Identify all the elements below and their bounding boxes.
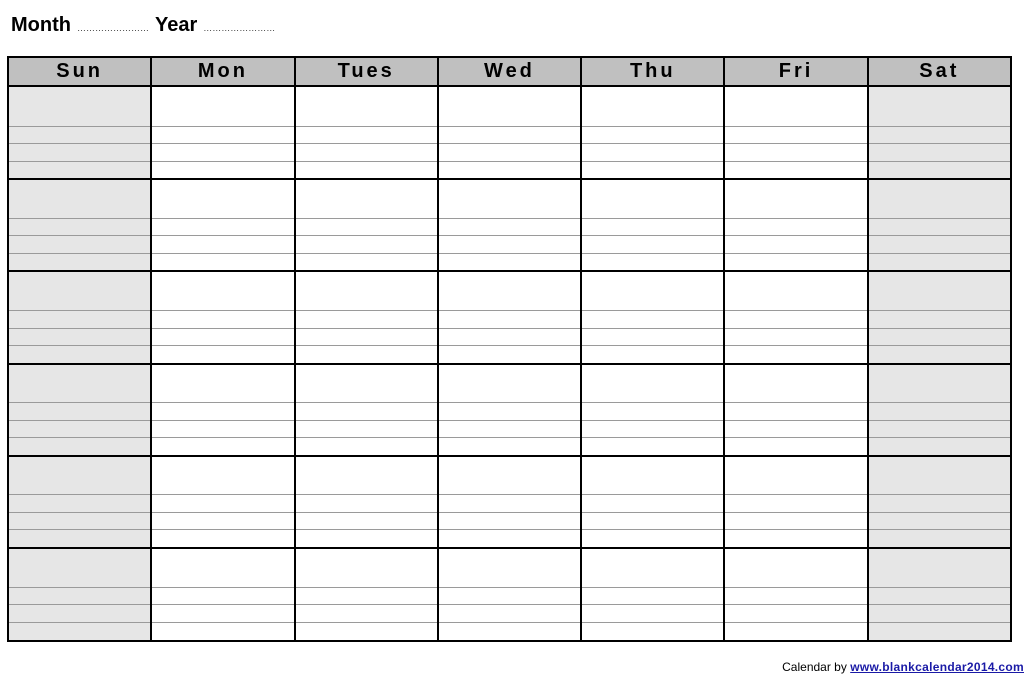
day-cell-thu[interactable] xyxy=(582,364,725,456)
writing-line xyxy=(582,402,723,403)
writing-line xyxy=(582,345,723,346)
writing-line xyxy=(152,218,293,219)
weekday-tues: Tues xyxy=(296,58,439,85)
writing-line xyxy=(9,143,150,144)
day-cell-fri[interactable] xyxy=(725,548,868,640)
writing-line xyxy=(439,310,580,311)
writing-line xyxy=(869,328,1010,329)
day-cell-sun[interactable] xyxy=(9,364,152,456)
day-cell-fri[interactable] xyxy=(725,456,868,548)
day-cell-wed[interactable] xyxy=(439,179,582,271)
writing-line xyxy=(152,328,293,329)
writing-line xyxy=(296,235,437,236)
writing-line xyxy=(296,512,437,513)
writing-line xyxy=(296,161,437,162)
writing-line xyxy=(582,218,723,219)
day-cell-fri[interactable] xyxy=(725,87,868,179)
day-cell-wed[interactable] xyxy=(439,548,582,640)
day-cell-thu[interactable] xyxy=(582,548,725,640)
day-cell-fri[interactable] xyxy=(725,364,868,456)
day-cell-wed[interactable] xyxy=(439,456,582,548)
writing-line xyxy=(725,143,866,144)
day-cell-mon[interactable] xyxy=(152,271,295,363)
day-cell-tues[interactable] xyxy=(296,364,439,456)
writing-line xyxy=(725,512,866,513)
day-cell-sun[interactable] xyxy=(9,456,152,548)
week-row xyxy=(9,456,1010,548)
day-cell-tues[interactable] xyxy=(296,87,439,179)
writing-line xyxy=(582,529,723,530)
writing-line xyxy=(152,587,293,588)
writing-line xyxy=(9,235,150,236)
writing-line xyxy=(582,512,723,513)
writing-line xyxy=(869,218,1010,219)
writing-line xyxy=(725,161,866,162)
writing-line xyxy=(582,622,723,623)
writing-line xyxy=(582,437,723,438)
writing-line xyxy=(725,345,866,346)
writing-line xyxy=(439,402,580,403)
day-cell-mon[interactable] xyxy=(152,548,295,640)
writing-line xyxy=(439,622,580,623)
writing-line xyxy=(725,310,866,311)
day-cell-wed[interactable] xyxy=(439,87,582,179)
writing-line xyxy=(152,512,293,513)
writing-line xyxy=(439,126,580,127)
writing-line xyxy=(439,587,580,588)
day-cells xyxy=(9,87,1010,640)
writing-line xyxy=(152,235,293,236)
week-row xyxy=(9,364,1010,456)
writing-line xyxy=(869,604,1010,605)
week-row xyxy=(9,179,1010,271)
day-cell-thu[interactable] xyxy=(582,87,725,179)
writing-line xyxy=(869,512,1010,513)
writing-line xyxy=(439,512,580,513)
weekday-wed: Wed xyxy=(439,58,582,85)
writing-line xyxy=(296,604,437,605)
writing-line xyxy=(152,345,293,346)
writing-line xyxy=(439,161,580,162)
year-label: Year xyxy=(154,14,198,36)
writing-line xyxy=(152,529,293,530)
day-cell-thu[interactable] xyxy=(582,456,725,548)
day-cell-tues[interactable] xyxy=(296,456,439,548)
weekday-header-row xyxy=(9,58,1010,87)
writing-line xyxy=(725,253,866,254)
writing-line xyxy=(582,310,723,311)
writing-line xyxy=(9,622,150,623)
writing-line xyxy=(9,587,150,588)
writing-line xyxy=(9,512,150,513)
writing-line xyxy=(869,310,1010,311)
day-cell-sun[interactable] xyxy=(9,548,152,640)
writing-line xyxy=(582,420,723,421)
day-cell-sat[interactable] xyxy=(869,179,1010,271)
week-row xyxy=(9,87,1010,179)
writing-line xyxy=(725,587,866,588)
day-cell-sun[interactable] xyxy=(9,271,152,363)
writing-line xyxy=(725,529,866,530)
calendar-grid xyxy=(7,56,1012,642)
writing-line xyxy=(152,420,293,421)
writing-line xyxy=(725,494,866,495)
week-divider xyxy=(9,547,1010,549)
week-row xyxy=(9,271,1010,363)
writing-line xyxy=(869,345,1010,346)
writing-line xyxy=(9,161,150,162)
writing-line xyxy=(296,218,437,219)
writing-line xyxy=(439,143,580,144)
month-label: Month xyxy=(11,14,71,36)
writing-line xyxy=(9,437,150,438)
day-cell-sat[interactable] xyxy=(869,87,1010,179)
day-cell-tues[interactable] xyxy=(296,271,439,363)
writing-line xyxy=(582,235,723,236)
writing-line xyxy=(582,328,723,329)
day-cell-wed[interactable] xyxy=(439,271,582,363)
writing-line xyxy=(9,529,150,530)
day-cell-tues[interactable] xyxy=(296,179,439,271)
writing-line xyxy=(582,253,723,254)
writing-line xyxy=(296,437,437,438)
writing-line xyxy=(725,328,866,329)
day-cell-sat[interactable] xyxy=(869,364,1010,456)
writing-line xyxy=(725,622,866,623)
writing-line xyxy=(869,622,1010,623)
weekday-sun: Sun xyxy=(9,58,152,85)
day-cell-sun[interactable] xyxy=(9,179,152,271)
writing-line xyxy=(9,345,150,346)
writing-line xyxy=(152,494,293,495)
day-cell-mon[interactable] xyxy=(152,456,295,548)
writing-line xyxy=(296,345,437,346)
writing-line xyxy=(152,402,293,403)
writing-line xyxy=(725,604,866,605)
writing-line xyxy=(296,253,437,254)
writing-line xyxy=(9,328,150,329)
week-divider xyxy=(9,455,1010,457)
week-row xyxy=(9,548,1010,640)
week-divider xyxy=(9,270,1010,272)
writing-line xyxy=(296,328,437,329)
writing-line xyxy=(439,437,580,438)
writing-line xyxy=(296,622,437,623)
day-cell-sat[interactable] xyxy=(869,548,1010,640)
writing-line xyxy=(582,494,723,495)
day-cell-sun[interactable] xyxy=(9,87,152,179)
writing-line xyxy=(296,143,437,144)
writing-line xyxy=(152,310,293,311)
writing-line xyxy=(439,235,580,236)
week-divider xyxy=(9,178,1010,180)
writing-line xyxy=(296,402,437,403)
writing-line xyxy=(9,253,150,254)
writing-line xyxy=(9,604,150,605)
writing-line xyxy=(439,218,580,219)
footer-link[interactable]: www.blankcalendar2014.com xyxy=(850,660,1024,674)
writing-line xyxy=(152,143,293,144)
writing-line xyxy=(725,437,866,438)
writing-line xyxy=(869,161,1010,162)
writing-line xyxy=(439,345,580,346)
weekday-mon: Mon xyxy=(152,58,295,85)
writing-line xyxy=(725,420,866,421)
writing-line xyxy=(439,253,580,254)
writing-line xyxy=(582,587,723,588)
writing-line xyxy=(9,126,150,127)
writing-line xyxy=(582,604,723,605)
footer-credit xyxy=(782,660,1024,674)
writing-line xyxy=(869,437,1010,438)
year-blank: …………………… xyxy=(203,23,276,33)
writing-line xyxy=(9,420,150,421)
calendar-header xyxy=(11,14,281,40)
writing-line xyxy=(152,622,293,623)
writing-line xyxy=(296,420,437,421)
writing-line xyxy=(869,402,1010,403)
writing-line xyxy=(869,253,1010,254)
weekday-sat: Sat xyxy=(919,60,960,82)
writing-line xyxy=(152,253,293,254)
writing-line xyxy=(296,529,437,530)
day-cell-tues[interactable] xyxy=(296,548,439,640)
writing-line xyxy=(869,587,1010,588)
day-cell-sat[interactable] xyxy=(869,456,1010,548)
writing-line xyxy=(869,494,1010,495)
month-blank: …………………… xyxy=(76,23,149,33)
writing-line xyxy=(869,235,1010,236)
day-cell-thu[interactable] xyxy=(582,271,725,363)
writing-line xyxy=(9,494,150,495)
day-cell-fri[interactable] xyxy=(725,271,868,363)
day-cell-mon[interactable] xyxy=(152,179,295,271)
day-cell-mon[interactable] xyxy=(152,87,295,179)
writing-line xyxy=(152,161,293,162)
day-cell-wed[interactable] xyxy=(439,364,582,456)
writing-line xyxy=(152,437,293,438)
day-cell-thu[interactable] xyxy=(582,179,725,271)
writing-line xyxy=(725,235,866,236)
footer-prefix: Calendar by xyxy=(782,660,847,674)
writing-line xyxy=(725,402,866,403)
writing-line xyxy=(725,218,866,219)
writing-line xyxy=(296,587,437,588)
writing-line xyxy=(152,604,293,605)
writing-line xyxy=(439,604,580,605)
writing-line xyxy=(439,420,580,421)
writing-line xyxy=(725,126,866,127)
writing-line xyxy=(869,143,1010,144)
writing-line xyxy=(9,402,150,403)
writing-line xyxy=(439,494,580,495)
day-cell-mon[interactable] xyxy=(152,364,295,456)
writing-line xyxy=(296,310,437,311)
weekday-thu: Thu xyxy=(582,58,725,85)
writing-line xyxy=(152,126,293,127)
writing-line xyxy=(582,126,723,127)
writing-line xyxy=(869,420,1010,421)
writing-line xyxy=(439,529,580,530)
writing-line xyxy=(869,126,1010,127)
writing-line xyxy=(9,218,150,219)
day-cell-sat[interactable] xyxy=(869,271,1010,363)
writing-line xyxy=(869,529,1010,530)
day-cell-fri[interactable] xyxy=(725,179,868,271)
writing-line xyxy=(439,328,580,329)
weekday-fri: Fri xyxy=(725,58,868,85)
writing-line xyxy=(582,143,723,144)
writing-line xyxy=(296,494,437,495)
writing-line xyxy=(9,310,150,311)
writing-line xyxy=(296,126,437,127)
week-divider xyxy=(9,363,1010,365)
writing-line xyxy=(582,161,723,162)
